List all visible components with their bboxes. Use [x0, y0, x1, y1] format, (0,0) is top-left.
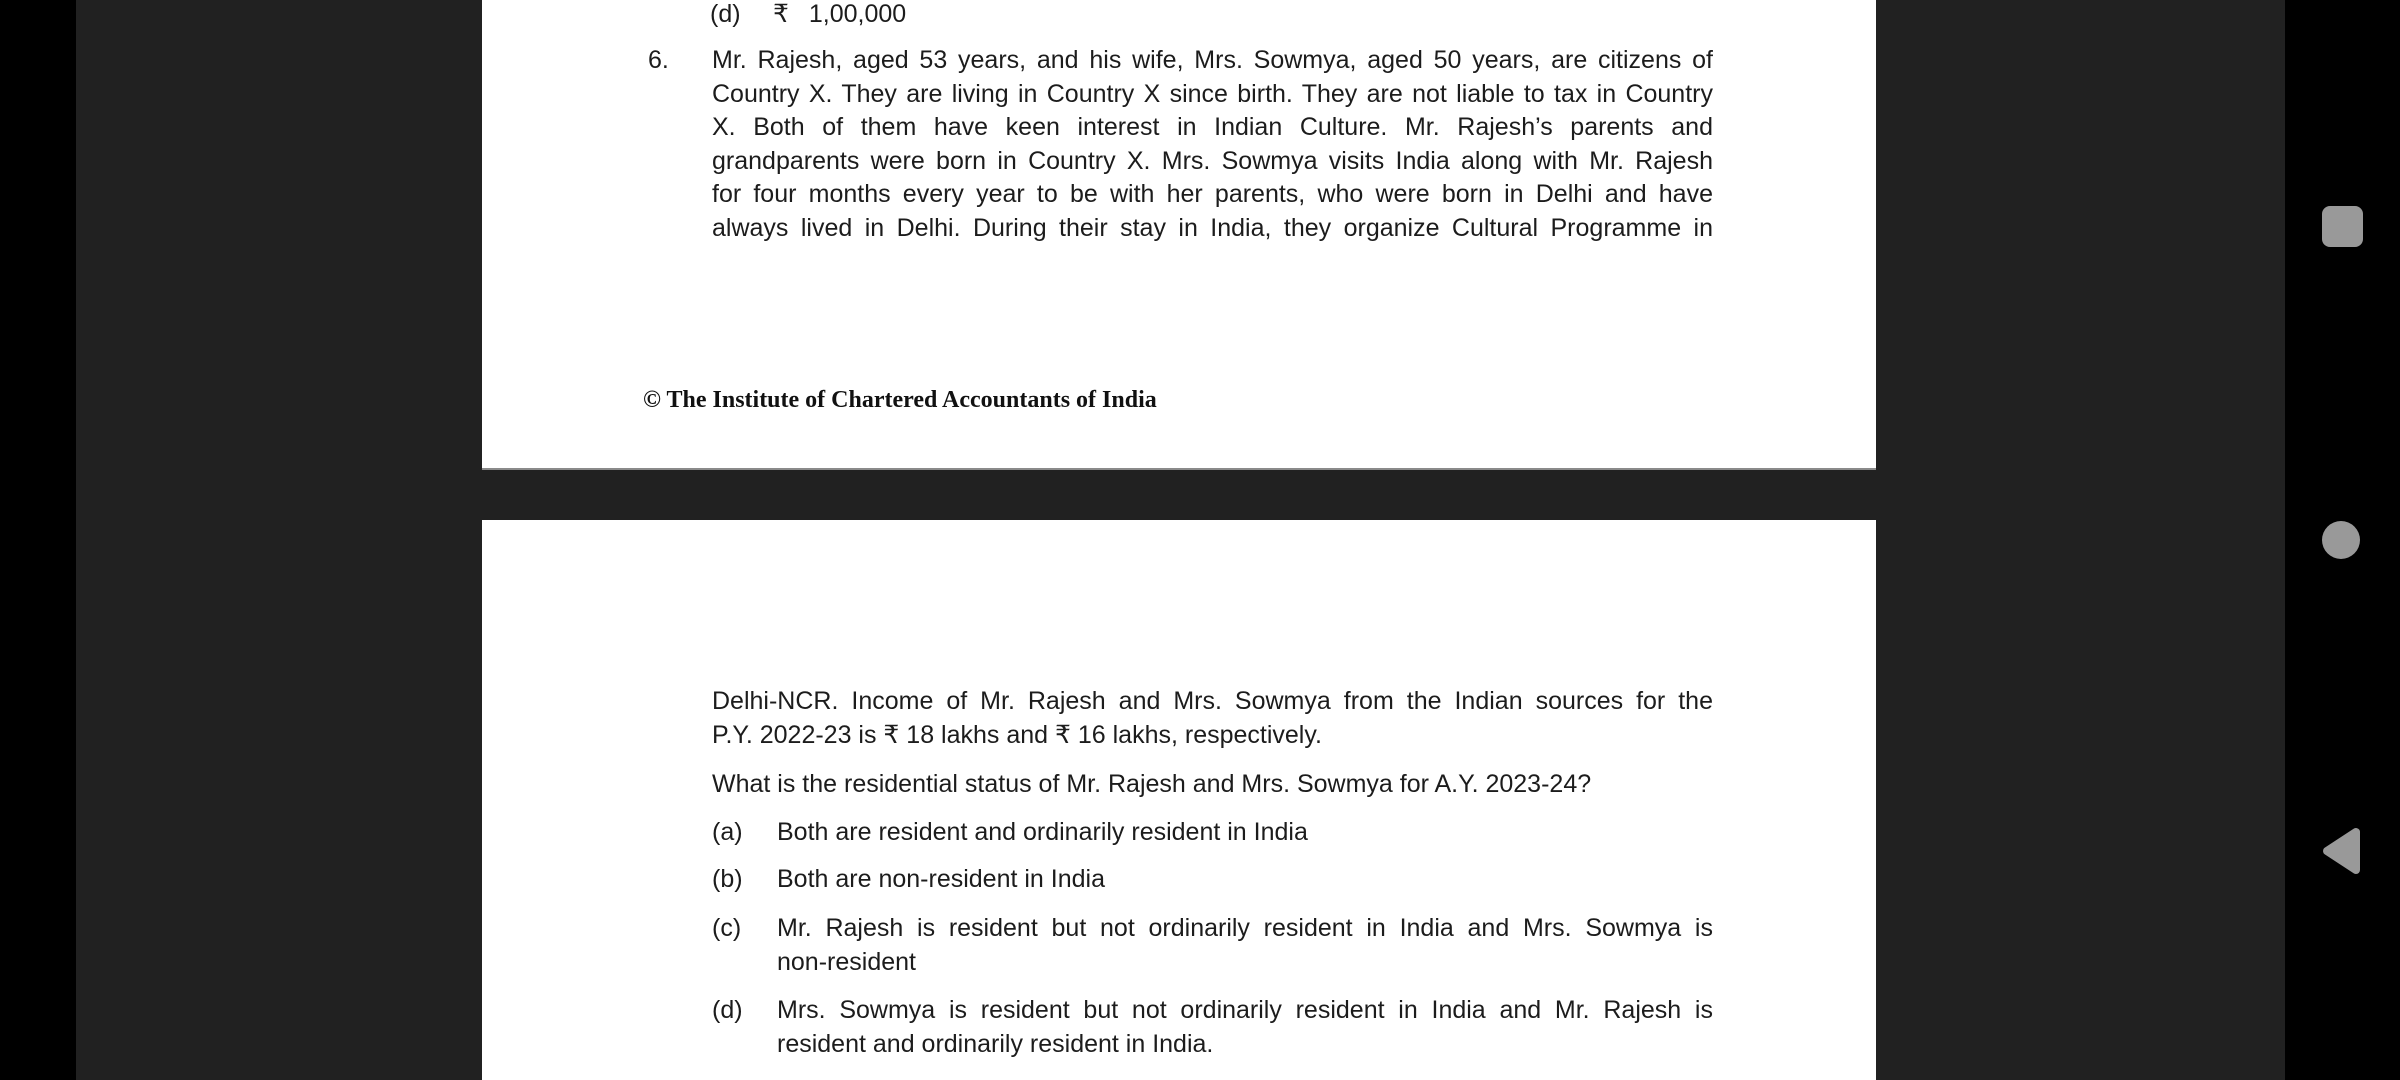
- paragraph-line: P.Y. 2022-23 is ₹ 18 lakhs and ₹ 16 lakhs, respectively.: [712, 720, 1322, 749]
- option-marker: (b): [712, 865, 743, 893]
- option-line: non-resident: [777, 947, 916, 976]
- paragraph-line: Delhi-NCR. Income of Mr. Rajesh and Mrs. Sowmya from the Indian sources for the: [712, 687, 1713, 715]
- option-text: [777, 816, 1713, 850]
- paragraph-line: Mr. Rajesh, aged 53 years, and his wife, Mrs. Sowmya, aged 50 years, are citizens of: [712, 46, 1713, 74]
- left-letterbox-strip: [0, 0, 76, 1080]
- option-text: [777, 994, 1713, 1061]
- paragraph-line: for four months every year to be with her parents, who were born in Delhi and have: [712, 180, 1713, 208]
- question-6-number: 6.: [648, 46, 669, 74]
- option-marker: (d): [710, 0, 741, 28]
- option-line: resident and ordinarily resident in India.: [777, 1029, 1214, 1058]
- option-line: Mrs. Sowmya is resident but not ordinarily resident in India and Mr. Rajesh is: [777, 996, 1713, 1024]
- recents-square-icon[interactable]: [2322, 206, 2363, 247]
- option-marker: (a): [712, 818, 743, 846]
- option-amount: ₹ 1,00,000: [773, 0, 907, 28]
- pdf-page-2: [482, 520, 1876, 1080]
- android-navigation-bar: [2285, 0, 2400, 1080]
- question-text: What is the residential status of Mr. Rajesh and Mrs. Sowmya for A.Y. 2023-24?: [712, 770, 1592, 798]
- paragraph-line: always lived in Delhi. During their stay in India, they organize Cultural Programme in: [712, 213, 1713, 242]
- option-line: Both are non-resident in India: [777, 865, 1105, 893]
- option-marker: (c): [712, 914, 742, 942]
- option-line: Mr. Rajesh is resident but not ordinarily resident in India and Mrs. Sowmya is: [777, 914, 1713, 942]
- paragraph-line: grandparents were born in Country X. Mrs. Sowmya visits India along with Mr. Rajesh: [712, 146, 1713, 175]
- option-text: [777, 863, 1713, 897]
- option-line: Both are resident and ordinarily resident in India: [777, 818, 1308, 846]
- paragraph-line: Country X. They are living in Country X since birth. They are not liable to tax in Country: [712, 79, 1713, 108]
- option-marker: (d): [712, 996, 743, 1024]
- option-text: [777, 912, 1713, 979]
- copyright-notice: © The Institute of Chartered Accountants of India: [643, 387, 1157, 413]
- question-6-paragraph-continued: [712, 685, 1713, 752]
- question-6-paragraph: [712, 44, 1713, 245]
- paragraph-line: X. Both of them have keen interest in Indian Culture. Mr. Rajesh’s parents and: [712, 113, 1713, 141]
- pdf-page-1: [482, 0, 1876, 468]
- home-circle-icon[interactable]: [2322, 521, 2360, 559]
- back-triangle-icon[interactable]: [2318, 825, 2364, 877]
